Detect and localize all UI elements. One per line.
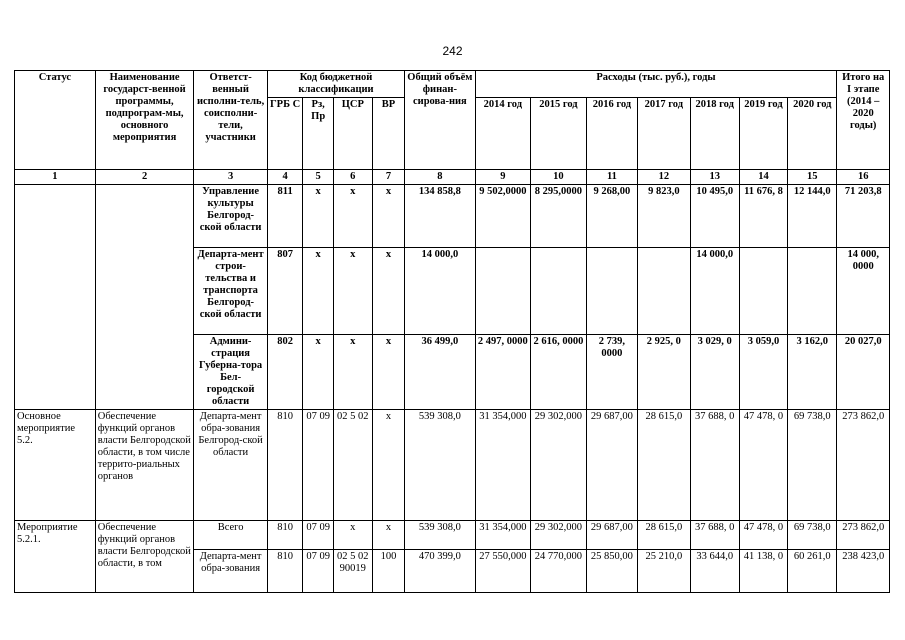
year-cell: 29 302,000 (531, 521, 587, 550)
grbs-cell: 810 (267, 410, 303, 521)
year-cell: 10 495,0 (690, 185, 739, 248)
year-cell: 69 738,0 (788, 410, 837, 521)
status-cell: Мероприятие 5.2.1. (15, 521, 96, 593)
year-cell: 3 059,0 (739, 335, 787, 410)
column-number-row (15, 170, 890, 185)
stage-total-cell: 71 203,8 (837, 185, 890, 248)
total-cell: 539 308,0 (405, 410, 475, 521)
grbs-cell: 807 (267, 248, 303, 335)
total-cell: 539 308,0 (405, 521, 475, 550)
year-cell (531, 248, 587, 335)
budget-table (14, 70, 890, 593)
year-cell: 69 738,0 (788, 521, 837, 550)
csr-cell: х (333, 335, 372, 410)
column-number: 15 (788, 170, 837, 185)
year-cell (739, 248, 787, 335)
year-cell: 47 478, 0 (739, 410, 787, 521)
table-row (15, 521, 890, 550)
vr-cell: 100 (372, 550, 405, 593)
year-cell: 25 850,00 (586, 550, 637, 593)
year-cell: 27 550,000 (475, 550, 531, 593)
rzpr-cell: х (303, 335, 333, 410)
csr-cell: х (333, 248, 372, 335)
column-number: 2 (95, 170, 194, 185)
rzpr-cell: 07 09 (303, 521, 333, 550)
vr-cell: х (372, 521, 405, 550)
status-cell: Основное мероприятие 5.2. (15, 410, 96, 521)
rzpr-cell: 07 09 (303, 410, 333, 521)
header-year-2016: 2016 год (586, 98, 637, 170)
year-cell: 47 478, 0 (739, 521, 787, 550)
total-cell: 14 000,0 (405, 248, 475, 335)
rzpr-cell: х (303, 185, 333, 248)
header-year-2018: 2018 год (690, 98, 739, 170)
header-year-2014: 2014 год (475, 98, 531, 170)
year-cell: 9 502,0000 (475, 185, 531, 248)
grbs-cell: 810 (267, 550, 303, 593)
column-number: 16 (837, 170, 890, 185)
rzpr-cell: 07 09 (303, 550, 333, 593)
responsible-cell: Управление культуры Белгород-ской области (194, 185, 267, 248)
header-budget-code: Код бюджетной классификации (267, 71, 404, 98)
header-grbs: ГРБ С (267, 98, 303, 170)
year-cell: 37 688, 0 (690, 521, 739, 550)
total-cell: 36 499,0 (405, 335, 475, 410)
year-cell: 60 261,0 (788, 550, 837, 593)
year-cell: 31 354,000 (475, 521, 531, 550)
year-cell: 3 029, 0 (690, 335, 739, 410)
header-csr: ЦСР (333, 98, 372, 170)
year-cell: 14 000,0 (690, 248, 739, 335)
header-year-2017: 2017 год (638, 98, 690, 170)
stage-total-cell: 273 862,0 (837, 410, 890, 521)
year-cell: 3 162,0 (788, 335, 837, 410)
header-rzpr: Рз, Пр (303, 98, 333, 170)
name-cell (95, 185, 194, 410)
column-number: 7 (372, 170, 405, 185)
year-cell: 29 302,000 (531, 410, 587, 521)
column-number: 9 (475, 170, 531, 185)
year-cell: 25 210,0 (638, 550, 690, 593)
grbs-cell: 802 (267, 335, 303, 410)
column-number: 3 (194, 170, 267, 185)
total-cell: 134 858,8 (405, 185, 475, 248)
total-cell: 470 399,0 (405, 550, 475, 593)
csr-cell: 02 5 02 (333, 410, 372, 521)
name-cell: Обеспечение функций органов власти Белгородской области, в том (95, 521, 194, 593)
column-number: 11 (586, 170, 637, 185)
year-cell: 28 615,0 (638, 521, 690, 550)
year-cell (586, 248, 637, 335)
responsible-cell: Всего (194, 521, 267, 550)
stage-total-cell: 14 000, 0000 (837, 248, 890, 335)
stage-total-cell: 238 423,0 (837, 550, 890, 593)
grbs-cell: 810 (267, 521, 303, 550)
header-stage-total: Итого на I этапе (2014 – 2020 годы) (837, 71, 890, 170)
column-number: 13 (690, 170, 739, 185)
header-responsible: Ответст-венный исполни-тель, соисполни-тели, участники (194, 71, 267, 170)
year-cell: 2 925, 0 (638, 335, 690, 410)
header-year-2015: 2015 год (531, 98, 587, 170)
csr-cell: 02 5 02 90019 (333, 550, 372, 593)
column-number: 1 (15, 170, 96, 185)
year-cell (788, 248, 837, 335)
table-row (15, 185, 890, 248)
vr-cell: х (372, 185, 405, 248)
header-year-2020: 2020 год (788, 98, 837, 170)
year-cell: 33 644,0 (690, 550, 739, 593)
csr-cell: х (333, 185, 372, 248)
year-cell: 11 676, 8 (739, 185, 787, 248)
grbs-cell: 811 (267, 185, 303, 248)
column-number: 8 (405, 170, 475, 185)
page-number: 242 (442, 44, 463, 58)
year-cell: 2 739, 0000 (586, 335, 637, 410)
responsible-cell: Админи-страция Губерна-тора Бел-городской области (194, 335, 267, 410)
year-cell: 12 144,0 (788, 185, 837, 248)
year-cell: 8 295,0000 (531, 185, 587, 248)
header-status: Статус (15, 71, 96, 170)
year-cell: 2 616, 0000 (531, 335, 587, 410)
year-cell: 24 770,000 (531, 550, 587, 593)
vr-cell: х (372, 335, 405, 410)
column-number: 5 (303, 170, 333, 185)
year-cell (475, 248, 531, 335)
header-total: Общий объём финан-сирова-ния (405, 71, 475, 170)
header-row (15, 71, 890, 98)
responsible-cell: Департа-мент обра-зования Белгород-ской области (194, 410, 267, 521)
year-cell: 29 687,00 (586, 410, 637, 521)
year-cell: 28 615,0 (638, 410, 690, 521)
status-cell (15, 185, 96, 410)
header-program-name: Наименование государст-венной программы, подпрограм-мы, основного мероприятия (95, 71, 194, 170)
responsible-cell: Департа-мент строи-тельства и транспорта Белгород-ской области (194, 248, 267, 335)
year-cell: 29 687,00 (586, 521, 637, 550)
header-expenses: Расходы (тыс. руб.), годы (475, 71, 837, 98)
header-vr: ВР (372, 98, 405, 170)
stage-total-cell: 273 862,0 (837, 521, 890, 550)
table-row (15, 410, 890, 521)
column-number: 10 (531, 170, 587, 185)
column-number: 12 (638, 170, 690, 185)
year-cell: 2 497, 0000 (475, 335, 531, 410)
year-cell: 9 823,0 (638, 185, 690, 248)
column-number: 14 (739, 170, 787, 185)
year-cell: 31 354,000 (475, 410, 531, 521)
vr-cell: х (372, 248, 405, 335)
header-year-2019: 2019 год (739, 98, 787, 170)
year-cell: 9 268,00 (586, 185, 637, 248)
stage-total-cell: 20 027,0 (837, 335, 890, 410)
vr-cell: х (372, 410, 405, 521)
responsible-cell: Департа-мент обра-зования (194, 550, 267, 593)
year-cell (638, 248, 690, 335)
year-cell: 41 138, 0 (739, 550, 787, 593)
column-number: 6 (333, 170, 372, 185)
column-number: 4 (267, 170, 303, 185)
csr-cell: х (333, 521, 372, 550)
rzpr-cell: х (303, 248, 333, 335)
year-cell: 37 688, 0 (690, 410, 739, 521)
name-cell: Обеспечение функций органов власти Белгородской области, в том числе террито-риальных органов (95, 410, 194, 521)
